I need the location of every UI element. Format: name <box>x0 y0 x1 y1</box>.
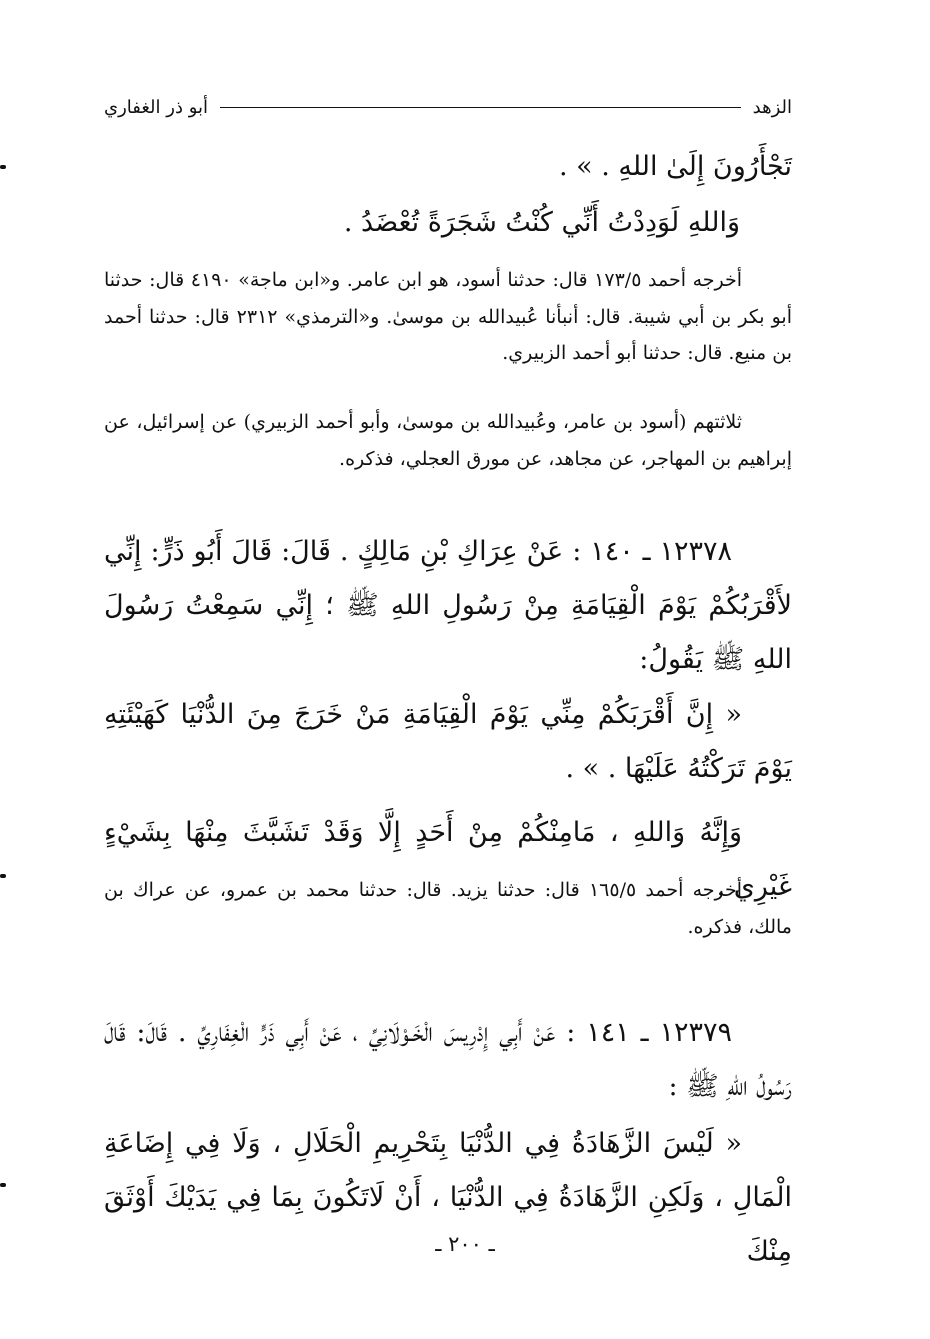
page-number: ـ ٢٠٠ ـ <box>435 1232 495 1256</box>
hadith-quote: « لَيْسَ الزَّهَادَةُ فِي الدُّنْيَا بِتَحْرِيمِ الْحَلَالِ ، وَلَا فِي إِضَاعَةِ الْمَالِ ، وَلَكِنِ الزَّهَادَةُ فِي الدُّنْيَا ، أَنْ لَاتَكُونَ بِمَا فِي يَدَيْكَ أَوْثَقَ مِنْكَ <box>104 1128 792 1267</box>
verse-line: تَجْأَرُونَ إِلَىٰ اللهِ . » . <box>558 151 792 182</box>
scan-edge-mark <box>0 1183 6 1187</box>
header-rule <box>220 107 741 108</box>
header-section-title: الزهد <box>752 96 792 118</box>
hadith-paragraph: ١٢٣٧٨ ـ ١٤٠ : عَنْ عِرَاكِ بْنِ مَالِكٍ . قَالَ: قَالَ أَبُو ذَرٍّ: إِنِّي لأَقْرَبُكُمْ يَوْمَ الْقِيَامَةِ مِنْ رَسُولِ اللهِ ﷺ ؛ إِنِّي سَمِعْتُ رَسُولَ اللهِ ﷺ يَقُولُ: <box>104 536 792 675</box>
running-header <box>104 90 792 124</box>
footnote-paragraph: أخرجه أحمد ١٦٥/٥ قال: حدثنا يزيد. قال: حدثنا محمد بن عمرو، عن عراك بن مالك، فذكره. <box>104 879 792 938</box>
hadith-paragraph: ١٢٣٧٩ ـ ١٤١ : عَنْ أَبِي إِدْرِيسَ الْخَـوْلَانِيِّ ، عَنْ أَبِي ذَرٍّ الْغِفَارِيِّ . قَالَ: قَالَ رَسُولُ اللهِ ﷺ : <box>104 1017 792 1102</box>
footnote-paragraph: أخرجه أحمد ١٧٣/٥ قال: حدثنا أسود، هو ابن عامر. و«ابن ماجة» ٤١٩٠ قال: حدثنا أبو بكر بن أبي شيبة. قال: أنبأنا عُبيدالله بن موسىٰ. و«الترمذي» ٢٣١٢ قال: حدثنا أحمد بن منيع. قال: حدثنا أبو أحمد الزبيري. <box>104 269 793 364</box>
verse-line: وَاللهِ لَوَدِدْتُ أَنِّي كُنْتُ شَجَرَةً تُعْضَدُ . <box>343 207 740 238</box>
scan-edge-mark <box>0 874 6 878</box>
footnote-paragraph: ثلاثتهم (أسود بن عامر، وعُبيدالله بن موسىٰ، وأبو أحمد الزبيري) عن إسرائيل، عن إبراهيم بن المهاجر، عن مجاهد، عن مورق العجلي، فذكره. <box>104 411 792 470</box>
hadith-quote: « إِنَّ أَقْرَبَكُمْ مِنِّي يَوْمَ الْقِيَامَةِ مَنْ خَرَجَ مِنَ الدُّنْيَا كَهَيْئَتِهِ يَوْمَ تَرَكْتُهُ عَلَيْهَا . » . <box>104 699 792 784</box>
header-chapter-title: أبو ذر الغفاري <box>104 96 209 118</box>
hadith-paragraph: وَإِنَّهُ وَاللهِ ، مَامِنْكُمْ مِنْ أَحَدٍ إِلَّا وَقَدْ تَشَبَّثَ مِنْهَا بِشَيْءٍ غَيْرِي . <box>104 817 792 902</box>
scan-edge-mark <box>0 165 6 169</box>
